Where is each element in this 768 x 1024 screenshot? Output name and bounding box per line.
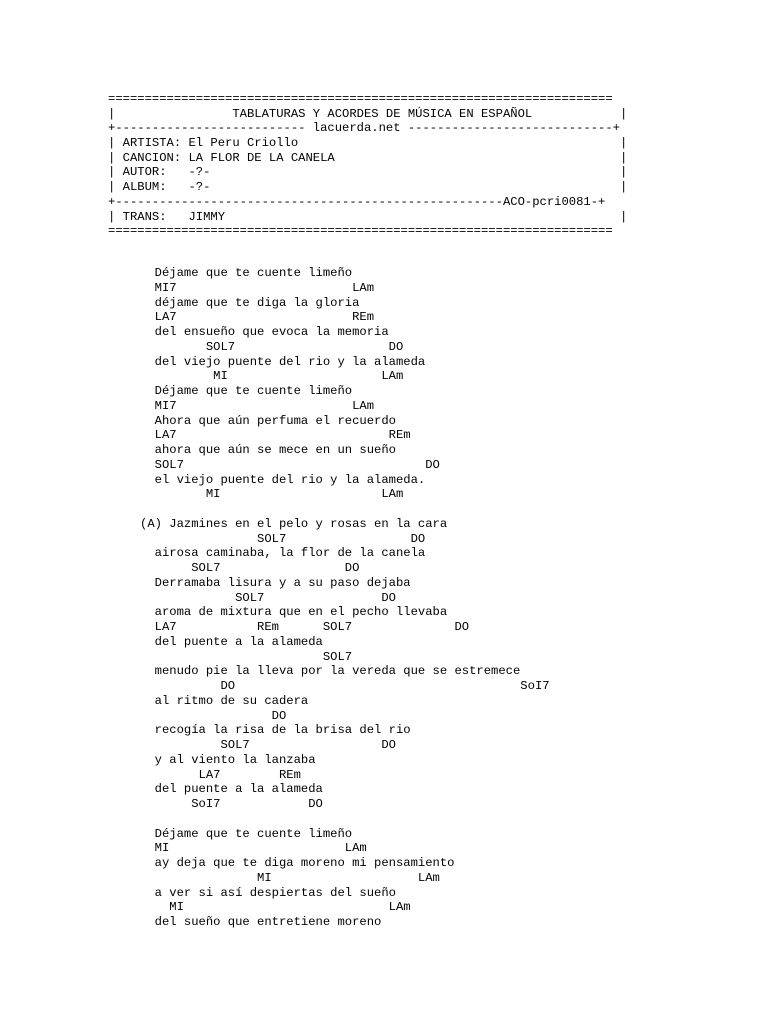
- song-line: LA7 REm: [140, 310, 375, 325]
- song-body: [140, 266, 550, 930]
- song-line: del sueño que entretiene moreno: [140, 915, 382, 929]
- song-line: MI LAm: [140, 900, 411, 915]
- song-line: recogía la risa de la brisa del rio: [140, 723, 411, 738]
- song-line: LA7 REm: [140, 428, 411, 443]
- song-line: SOL7 DO: [140, 561, 360, 575]
- song-line: MI LAm: [140, 870, 440, 885]
- song-line: SOL7 DO: [140, 531, 426, 546]
- header-title: | TABLATURAS Y ACORDES DE MÚSICA EN ESPAÑOL |: [108, 106, 628, 121]
- song-line: SoI7 DO: [140, 797, 323, 811]
- song-line: MI LAm: [140, 369, 404, 384]
- song-line: aroma de mixtura que en el pecho llevaba: [140, 605, 448, 620]
- song-line: y al viento la lanzaba: [140, 752, 316, 767]
- song-line: SOL7 DO: [140, 339, 404, 354]
- song-line: airosa caminaba, la flor de la canela: [140, 546, 426, 561]
- song-line: SOL7 DO: [140, 738, 396, 752]
- song-line: el viejo puente del rio y la alameda.: [140, 472, 426, 487]
- header-transcriber: | TRANS: JIMMY |: [108, 209, 628, 224]
- song-line: MI LAm: [140, 841, 367, 856]
- song-line: ay deja que te diga moreno mi pensamiento: [140, 856, 455, 870]
- song-line: LA7 REm SOL7 DO: [140, 620, 470, 634]
- song-line: a ver si así despiertas del sueño: [140, 885, 396, 900]
- header-song-title: | CANCION: LA FLOR DE LA CANELA |: [108, 150, 628, 165]
- song-line: del viejo puente del rio y la alameda: [140, 354, 426, 369]
- song-line: [140, 502, 550, 517]
- song-line: al ritmo de su cadera: [140, 693, 309, 708]
- song-line: del puente a la alameda: [140, 782, 323, 797]
- song-line: Ahora que aún perfuma el recuerdo: [140, 413, 396, 428]
- song-line: déjame que te diga la gloria: [140, 295, 360, 310]
- song-line: DO: [140, 708, 287, 723]
- song-line: MI7 LAm: [140, 398, 375, 413]
- song-line: SOL7 DO: [140, 457, 440, 472]
- song-line: menudo pie la lleva por la vereda que se estremece: [140, 664, 521, 679]
- song-line: [140, 812, 550, 827]
- song-line: Déjame que te cuente limeño: [140, 384, 353, 398]
- header-artist: | ARTISTA: El Peru Criollo |: [108, 136, 628, 151]
- header-author: | AUTOR: -?- |: [108, 165, 628, 180]
- song-line: Déjame que te cuente limeño: [140, 826, 353, 841]
- song-line: SOL7 DO: [140, 590, 396, 605]
- song-line: LA7 REm: [140, 767, 301, 782]
- song-line: MI7 LAm: [140, 280, 375, 295]
- header-rule-bottom: =====================================================================: [108, 224, 613, 239]
- song-line: DO SoI7: [140, 679, 550, 693]
- tab-header: [108, 92, 748, 239]
- song-line: Derramaba lisura y a su paso dejaba: [140, 575, 411, 590]
- song-line: (A) Jazmines en el pelo y rosas en la cara: [140, 516, 448, 531]
- header-album: | ALBUM: -?- |: [108, 180, 628, 195]
- song-line: SOL7: [140, 649, 353, 664]
- song-line: MI LAm: [140, 487, 404, 502]
- header-site-link[interactable]: +-------------------------- lacuerda.net ----------------------------+: [108, 121, 620, 136]
- header-box: [108, 92, 748, 239]
- header-code: +-----------------------------------------------------ACO-pcri0081-+: [108, 194, 606, 209]
- song-line: Déjame que te cuente limeño: [140, 266, 353, 280]
- song-lines: [140, 266, 550, 930]
- song-line: del ensueño que evoca la memoria: [140, 325, 389, 339]
- song-line: ahora que aún se mece en un sueño: [140, 443, 396, 457]
- song-line: del puente a la alameda: [140, 634, 323, 649]
- header-rule-top: =====================================================================: [108, 92, 613, 106]
